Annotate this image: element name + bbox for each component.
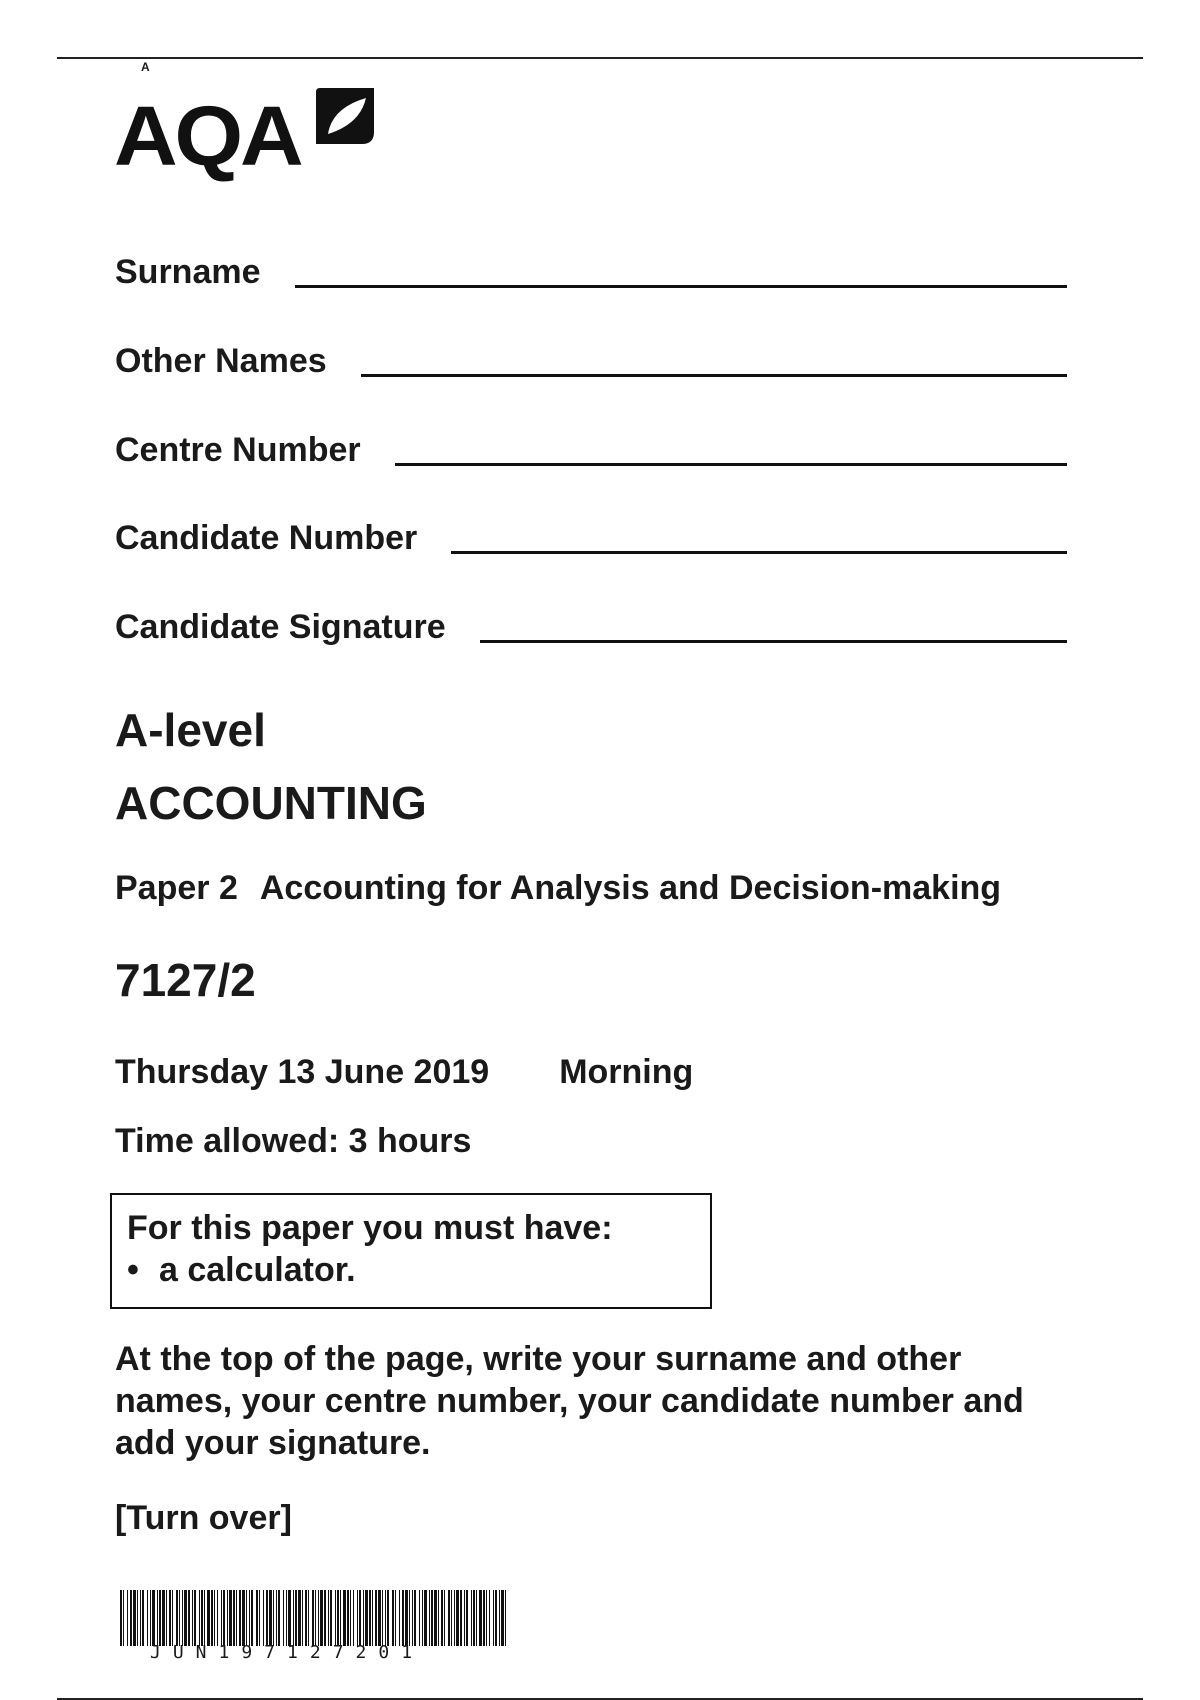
turn-over-label: [Turn over]: [115, 1499, 292, 1537]
exam-session: Morning: [559, 1053, 694, 1091]
time-allowed: Time allowed: 3 hours: [115, 1122, 472, 1160]
exam-date-row: [115, 1052, 693, 1092]
top-rule: [57, 57, 1143, 59]
barcode: [120, 1590, 506, 1646]
bullet-icon: •: [127, 1251, 139, 1289]
surname-label: Surname: [115, 253, 261, 291]
paper-number: Paper 2: [115, 869, 238, 907]
surname-line[interactable]: [295, 285, 1068, 288]
candidate-signature-line[interactable]: [480, 640, 1067, 643]
paper-name: Accounting for Analysis and Decision-making: [259, 869, 1002, 907]
aqa-logo: [114, 86, 374, 186]
logo-leaf-icon: [316, 88, 378, 148]
other-names-field[interactable]: [115, 341, 1067, 381]
requirement-item: [127, 1249, 710, 1291]
other-names-label: Other Names: [115, 342, 327, 380]
barcode-text: JUN197127201: [150, 1642, 425, 1663]
requirement-text: a calculator.: [159, 1251, 356, 1289]
candidate-signature-label: Candidate Signature: [115, 608, 446, 646]
centre-number-field[interactable]: [115, 430, 1067, 470]
requirements-heading: For this paper you must have:: [127, 1209, 613, 1247]
paper-title: [115, 866, 1001, 910]
instructions-text: At the top of the page, write your surname and other names, your centre number, your candidate number and add your signature.: [115, 1340, 1024, 1462]
requirements-box: [110, 1193, 712, 1309]
paper-code: 7127/2: [115, 954, 256, 1006]
exam-date: Thursday 13 June 2019: [115, 1053, 490, 1091]
candidate-signature-field[interactable]: [115, 607, 1067, 647]
other-names-line[interactable]: [361, 374, 1067, 377]
candidate-number-field[interactable]: [115, 518, 1067, 558]
qualification-level: A-level: [115, 704, 266, 756]
centre-number-label: Centre Number: [115, 431, 361, 469]
surname-field[interactable]: [115, 252, 1067, 292]
candidate-number-label: Candidate Number: [115, 519, 418, 557]
subject-title: ACCOUNTING: [115, 777, 427, 829]
logo-text: AQA: [114, 89, 301, 183]
candidate-number-line[interactable]: [451, 551, 1067, 554]
centre-number-line[interactable]: [395, 463, 1067, 466]
page-marker: A: [141, 60, 150, 74]
